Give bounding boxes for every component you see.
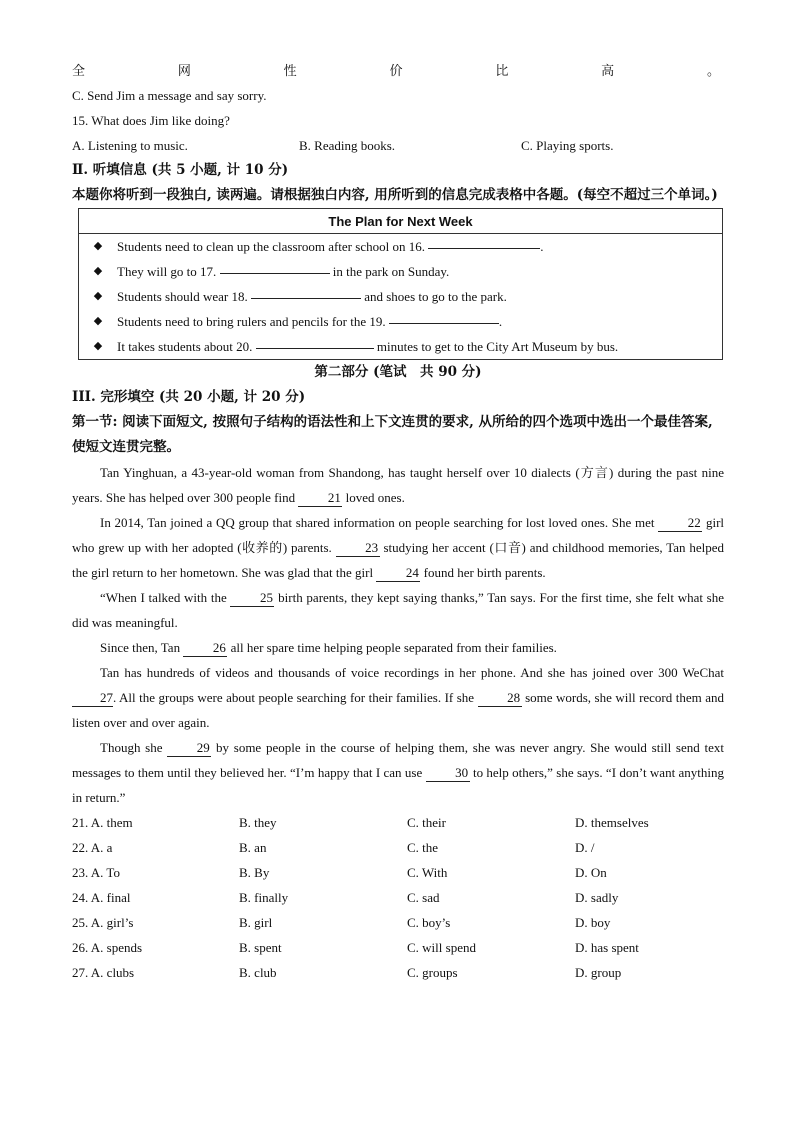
- choice-a: 26. A. spends: [72, 940, 143, 955]
- q15-option-c: C. Playing sports.: [521, 138, 614, 153]
- choice-c: C. the: [407, 840, 439, 855]
- choice-c: C. boy’s: [407, 915, 451, 930]
- plan-row-tail: and shoes to go to the park.: [364, 289, 507, 304]
- plan-table-body: [79, 234, 723, 360]
- passage-paragraph-1: Tan Yinghuan, a 43-year-old woman from Shandong, has taught herself over 10 dialects (方言) during the past nine years. She has helped over 300 people find 21 loved ones.: [72, 465, 724, 505]
- q15-question: 15. What does Jim like doing?: [72, 113, 230, 128]
- spread-char: 比: [495, 63, 509, 78]
- plan-row-text: Students should wear 18.: [117, 289, 248, 304]
- answer-blank-20[interactable]: [256, 334, 374, 349]
- q15-option-a: A. Listening to music.: [72, 138, 188, 153]
- choice-b: B. club: [239, 965, 277, 980]
- cloze-gap-23: 23: [336, 540, 380, 557]
- passage-paragraph-2: In 2014, Tan joined a QQ group that shared information on people searching for lost loved ones. She met 22 girl who grew up with her adopted (收养的) parents. 23 studying her accent (口音) and childhood memories, Tan helped the girl return to her hometown. She was glad that the girl 24 found her birth parents.: [72, 515, 725, 580]
- answer-blank-16[interactable]: [428, 234, 540, 249]
- cloze-gap-29: 29: [167, 740, 211, 757]
- diamond-bullet-icon: ◆: [93, 240, 103, 252]
- choice-row-21: [72, 810, 724, 835]
- choice-d: D. has spent: [575, 940, 639, 955]
- choice-a: 27. A. clubs: [72, 965, 135, 980]
- choice-a: 21. A. them: [72, 815, 133, 830]
- choice-d: D. group: [575, 965, 622, 980]
- answer-blank-17[interactable]: [220, 259, 330, 274]
- plan-row-text: It takes students about 20.: [117, 339, 253, 354]
- plan-row-tail: .: [498, 314, 503, 329]
- diamond-bullet-icon: ◆: [93, 340, 103, 352]
- choice-b: B. By: [239, 865, 270, 880]
- plan-row-19: [79, 309, 722, 334]
- choice-row-22: [72, 835, 724, 860]
- section2-heading: Ⅱ. 听填信息 (共 5 小题, 计 10 分): [72, 162, 289, 178]
- spread-char: 高: [601, 63, 615, 78]
- choice-b: B. an: [239, 840, 267, 855]
- plan-row-tail: in the park on Sunday.: [332, 264, 450, 279]
- choice-row-26: [72, 935, 724, 960]
- choice-c: C. will spend: [407, 940, 476, 955]
- plan-row-text: Students need to bring rulers and pencils for the 19.: [117, 314, 386, 329]
- choice-a: 22. A. a: [72, 840, 113, 855]
- plan-row-18: [79, 284, 722, 309]
- passage-paragraph-6: Though she 29 by some people in the course of helping them, she was never angry. She would still send text messages to them until they believed her. “I’m happy that I can use 30 to help others,” she says. “I don’t want anything in return.”: [72, 740, 725, 805]
- choice-row-23: [72, 860, 724, 885]
- part-two-heading: 第二部分 (笔试 共 90 分): [314, 364, 482, 380]
- cloze-gap-26: 26: [183, 640, 227, 657]
- q15-option-b: B. Reading books.: [299, 138, 396, 153]
- spread-char: 。: [706, 63, 720, 78]
- plan-row-17: [79, 259, 722, 284]
- plan-table-title: The Plan for Next Week: [79, 209, 723, 234]
- plan-row-text: They will go to 17.: [117, 264, 217, 279]
- choice-c: C. their: [407, 815, 446, 830]
- choice-c: C. groups: [407, 965, 458, 980]
- cloze-gap-24: 24: [376, 565, 420, 582]
- spread-char: 网: [177, 63, 191, 78]
- plan-row-tail: minutes to get to the City Art Museum by bus.: [376, 339, 619, 354]
- plan-row-tail: .: [540, 239, 544, 254]
- choice-b: B. spent: [239, 940, 282, 955]
- choice-a: 23. A. To: [72, 865, 120, 880]
- cloze-gap-30: 30: [426, 765, 470, 782]
- cloze-gap-22: 22: [658, 515, 702, 532]
- choice-c: C. With: [407, 865, 448, 880]
- passage-paragraph-3: “When I talked with the 25 birth parents, they kept saying thanks,” Tan says. For the first time, she felt what she did was meaningful.: [72, 590, 725, 630]
- choice-c: C. sad: [407, 890, 440, 905]
- spread-char: 价: [389, 63, 403, 78]
- choice-b: B. they: [239, 815, 277, 830]
- section2-instruction: 本题你将听到一段独白, 读两遍。请根据独白内容, 用所听到的信息完成表格中各题。(每空不超过三个单词。): [72, 187, 718, 203]
- choice-d: D. boy: [575, 915, 611, 930]
- passage-paragraph-5: Tan has hundreds of videos and thousands of voice recordings in her phone. And she has joined over 300 WeChat 27. All the groups were about people searching for their families. If she 28 some words, she will record them and listen over and over again.: [72, 665, 725, 730]
- choice-d: D. /: [575, 840, 595, 855]
- plan-row-20: [79, 334, 722, 359]
- section3-heading: III. 完形填空 (共 20 小题, 计 20 分): [72, 389, 306, 405]
- choice-b: B. finally: [239, 890, 289, 905]
- q14-option-c: C. Send Jim a message and say sorry.: [72, 88, 267, 103]
- cloze-gap-25: 25: [230, 590, 274, 607]
- passage-paragraph-4: Since then, Tan 26 all her spare time helping people separated from their families.: [100, 640, 557, 655]
- section3-instruction: 第一节: 阅读下面短文, 按照句子结构的语法性和上下文连贯的要求, 从所给的四个选项中选出一个最佳答案, 使短文连贯完整。: [72, 414, 713, 455]
- spread-text-line: [72, 58, 724, 83]
- choice-row-24: [72, 885, 724, 910]
- spread-char: 全: [72, 63, 86, 78]
- choice-d: D. sadly: [575, 890, 619, 905]
- choice-row-25: [72, 910, 724, 935]
- choice-d: D. themselves: [575, 815, 649, 830]
- diamond-bullet-icon: ◆: [93, 265, 103, 277]
- plan-table: [78, 208, 723, 360]
- answer-blank-19[interactable]: [389, 309, 499, 324]
- cloze-gap-28: 28: [478, 690, 522, 707]
- exam-page: [72, 58, 724, 985]
- answer-blank-18[interactable]: [251, 284, 361, 299]
- choice-d: D. On: [575, 865, 607, 880]
- spread-char: 性: [283, 63, 297, 78]
- diamond-bullet-icon: ◆: [93, 315, 103, 327]
- cloze-gap-27: 27: [72, 690, 113, 707]
- q15-options: [72, 133, 724, 158]
- choice-a: 25. A. girl’s: [72, 915, 134, 930]
- plan-row-text: Students need to clean up the classroom after school on 16.: [117, 239, 425, 254]
- diamond-bullet-icon: ◆: [93, 290, 103, 302]
- choice-a: 24. A. final: [72, 890, 131, 905]
- plan-row-16: [79, 234, 722, 259]
- choice-b: B. girl: [239, 915, 273, 930]
- choice-row-27: [72, 960, 724, 985]
- cloze-gap-21: 21: [298, 490, 342, 507]
